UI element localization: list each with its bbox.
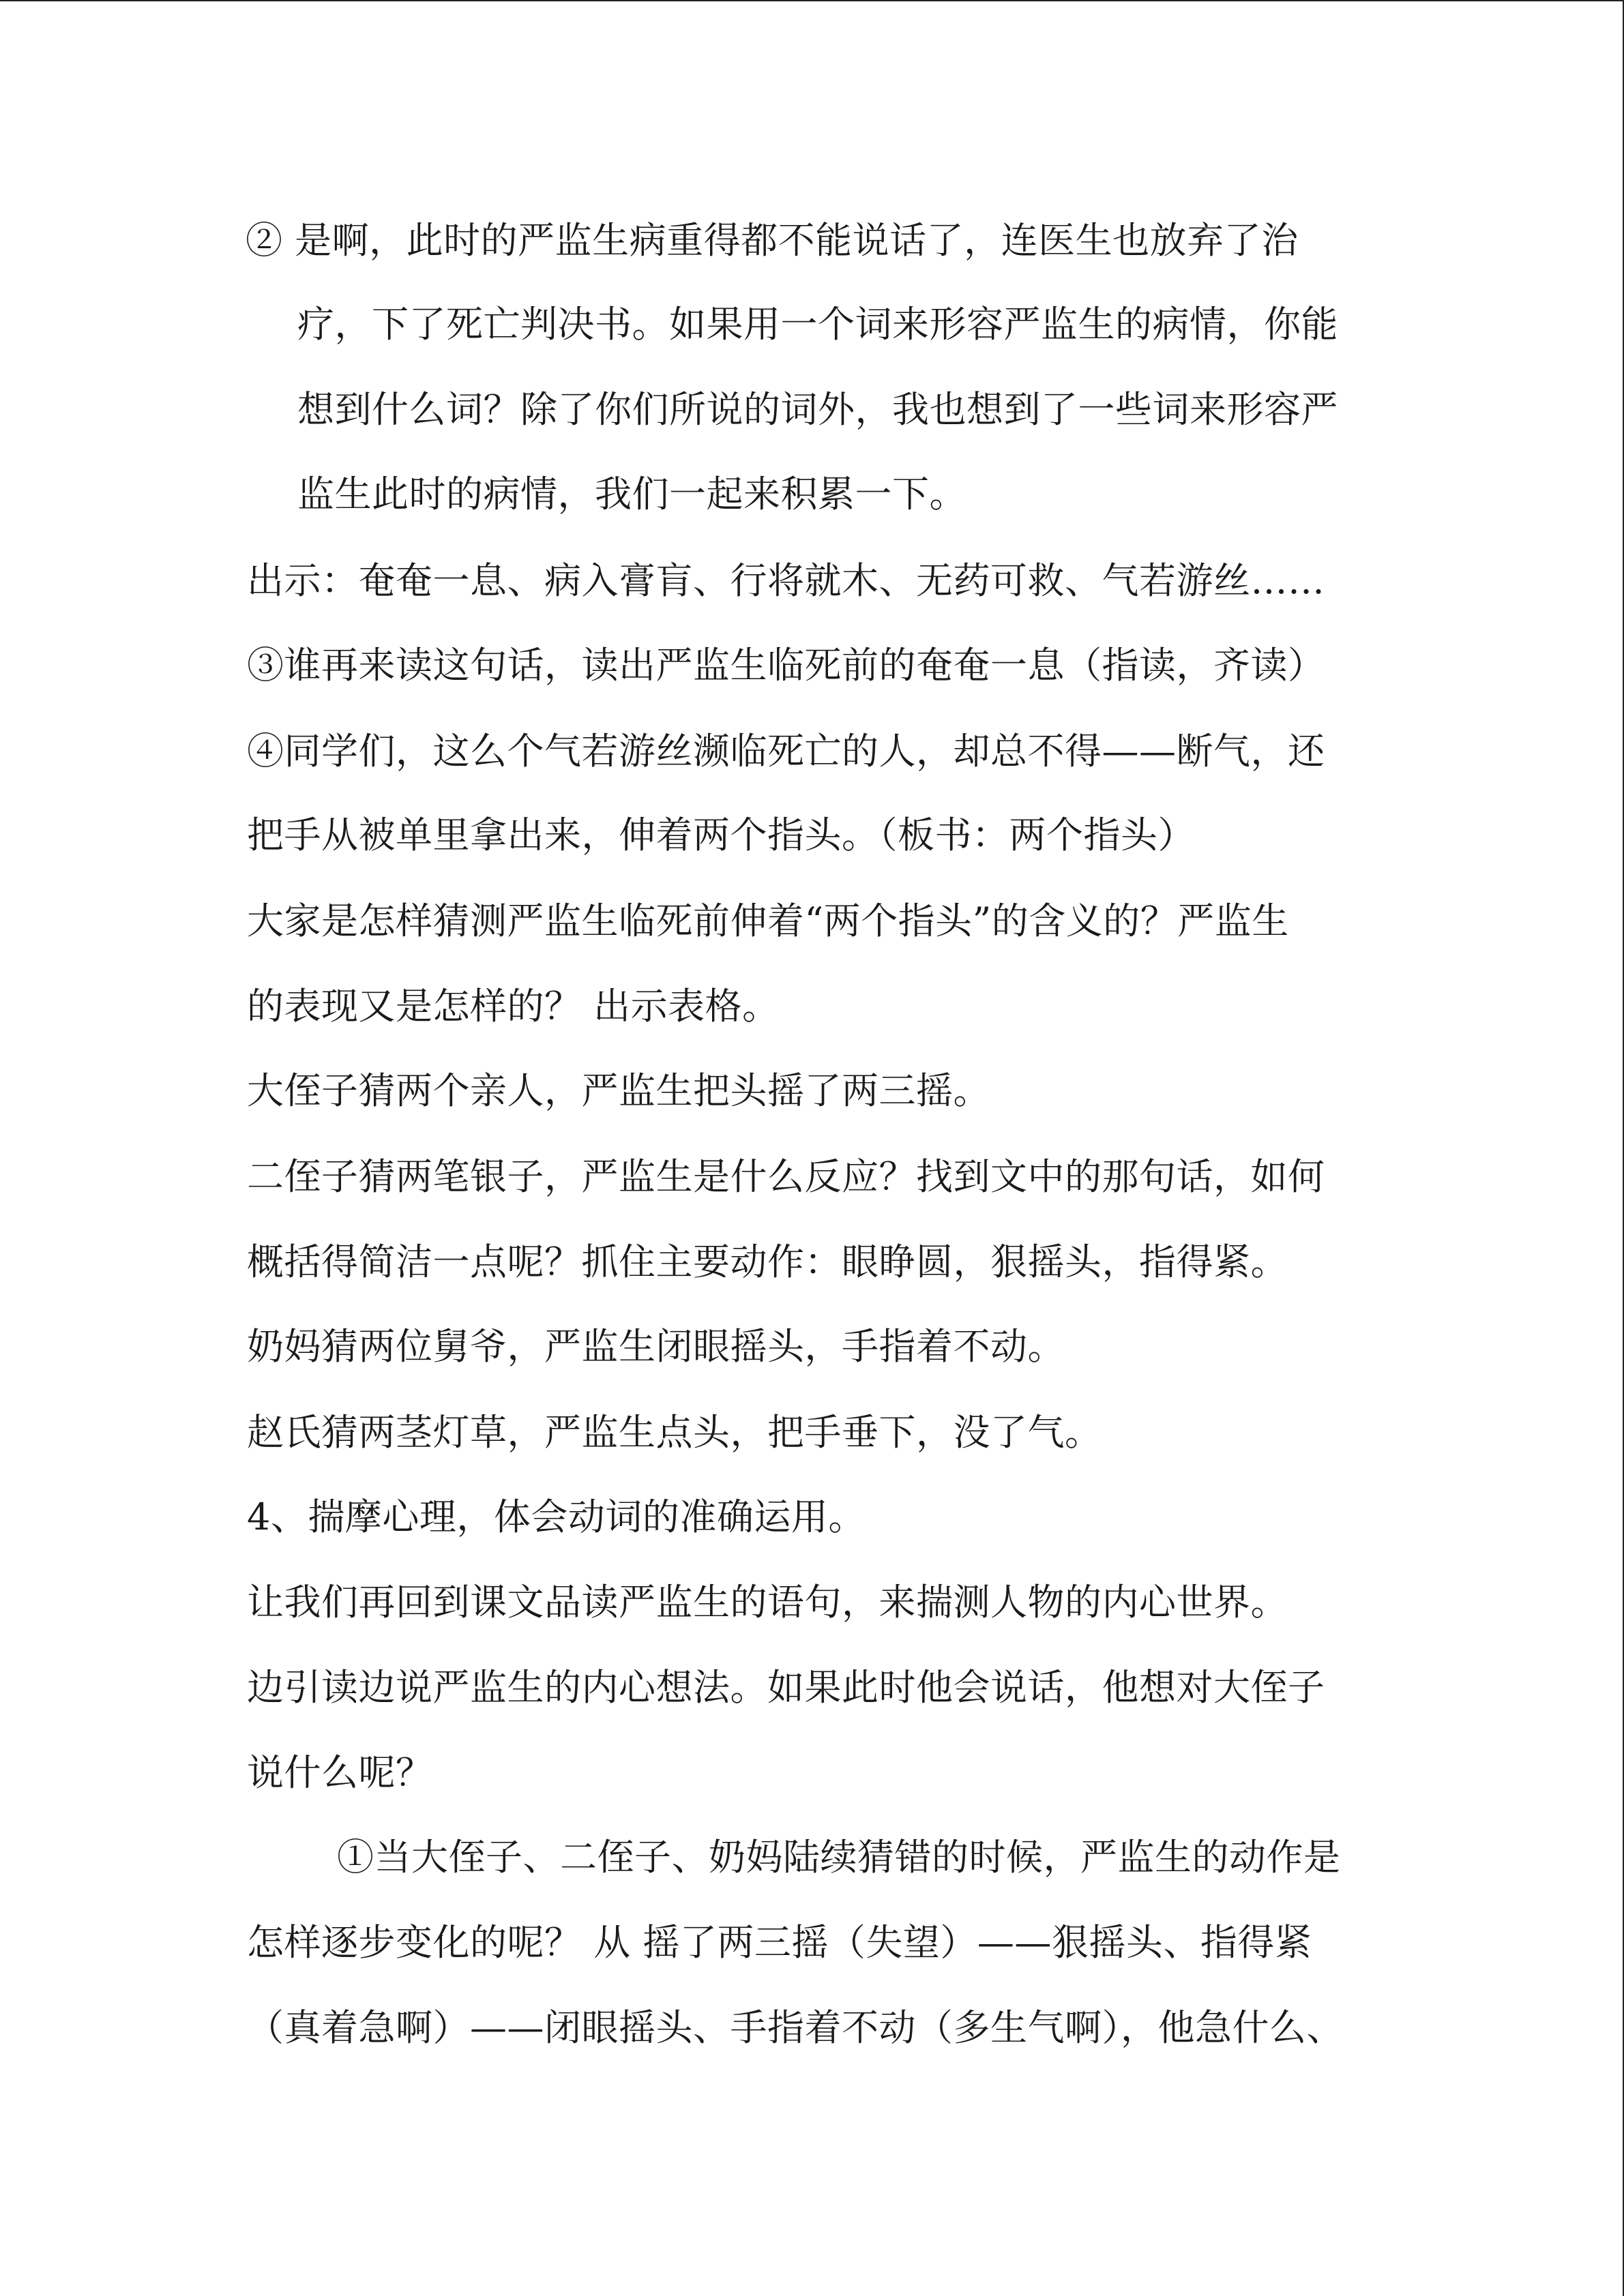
text-line: 的表现又是怎样的？ 出示表格。 bbox=[247, 985, 780, 1028]
text-line: ④同学们，这么个气若游丝濒临死亡的人，却总不得——断气，还 bbox=[247, 730, 1325, 773]
text-line: 二侄子猜两笔银子，严监生是什么反应？找到文中的那句话，如何 bbox=[247, 1155, 1325, 1198]
text-line: 奶妈猜两位舅爷，严监生闭眼摇头，手指着不动。 bbox=[247, 1325, 1065, 1368]
text-line: （真着急啊）——闭眼摇头、手指着不动（多生气啊），他急什么、 bbox=[247, 2006, 1344, 2049]
text-line: 让我们再回到课文品读严监生的语句，来揣测人物的内心世界。 bbox=[247, 1581, 1288, 1624]
text-line: ③谁再来读这句话，读出严监生临死前的奄奄一息（指读，齐读） bbox=[247, 644, 1325, 687]
text-line: 怎样逐步变化的呢？ 从 摇了两三摇（失望）——狠摇头、指得紧 bbox=[247, 1921, 1312, 1964]
text-line: 说什么呢？ bbox=[247, 1751, 433, 1794]
text-line: 把手从被单里拿出来，伸着两个指头。（板书：两个指头） bbox=[247, 814, 1195, 856]
section-heading: 4、揣摩心理，体会动词的准确运用。 bbox=[247, 1495, 866, 1538]
text-line: 大侄子猜两个亲人，严监生把头摇了两三摇。 bbox=[247, 1069, 990, 1112]
text-line: 监生此时的病情，我们一起来积累一下。 bbox=[297, 473, 966, 516]
text-line: 疗，下了死亡判决书。如果用一个词来形容严监生的病情，你能 bbox=[297, 303, 1338, 346]
text-line: ② 是啊，此时的严监生病重得都不能说话了，连医生也放弃了治 bbox=[246, 219, 1299, 262]
text-line: 出示：奄奄一息、病入膏肓、行将就木、无药可救、气若游丝…… bbox=[247, 559, 1325, 602]
text-line: ①当大侄子、二侄子、奶妈陆续猜错的时候，严监生的动作是 bbox=[337, 1836, 1341, 1879]
text-line: 概括得简洁一点呢？抓住主要动作：眼睁圆，狠摇头，指得紧。 bbox=[247, 1240, 1288, 1283]
text-line: 想到什么词？除了你们所说的词外，我也想到了一些词来形容严 bbox=[297, 388, 1338, 431]
text-line: 赵氏猜两茎灯草，严监生点头，把手垂下，没了气。 bbox=[247, 1411, 1102, 1454]
text-line: 大家是怎样猜测严监生临死前伸着“两个指头”的含义的？严监生 bbox=[247, 899, 1289, 942]
text-line: 边引读边说严监生的内心想法。如果此时他会说话，他想对大侄子 bbox=[247, 1666, 1325, 1709]
